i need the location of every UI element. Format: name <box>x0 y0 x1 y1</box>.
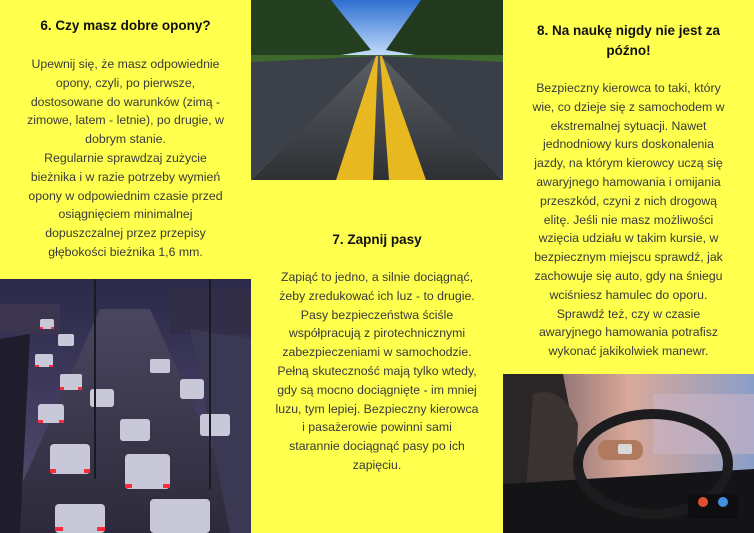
section-7-heading: 7. Zapnij pasy <box>332 232 422 247</box>
section-7-body: Zapiąć to jedno, a silnie dociągnąć, żeby zredukować ich luz - to drugie. Pasy bezpieczeństwa ściśle współpracują z pirotechnicznymi zabezpieczeniami w samochodzie. Pełną skuteczność mają tylko wtedy, gdy są mocno dociągnięte - im mniej luzu, tym lepiej. Bezpieczny kierowca i pasażerowie powinni sami starannie dociągnąć pasy po ich zapięciu. <box>275 270 479 472</box>
section-8-body: Bezpieczny kierowca to taki, który wie, co dzieje się z samochodem w ekstremalnej sytuacji. Nawet jednodniowy kurs doskonalenia jazdy, na którym kierowcy uczą się awaryjnego hamowania i omijania przeszkód, czyni z nich drogową elitę. Jeśli nie masz możliwości wzięcia udziału w takim kursie, w bezpiecznym miejscu sprawdź, jak zachowuje się auto, gdy na śniegu wciśniesz hamulec do oporu. Sprawdź też, czy w czasie awaryjnego hamowania potrafisz wykonać jakikolwiek manewr. <box>532 81 725 359</box>
traffic-jam-photo <box>0 279 251 533</box>
panel-tires <box>0 0 251 533</box>
road-photo <box>251 0 503 180</box>
section-8-heading: 8. Na naukę nigdy nie jest za późno! <box>536 23 721 58</box>
driver-steering-wheel-photo <box>503 374 754 533</box>
section-6-heading: 6. Czy masz dobre opony? <box>40 18 211 33</box>
panel-training <box>503 0 754 533</box>
panel-seatbelts <box>251 0 503 533</box>
section-6-body: Upewnij się, że masz odpowiednie opony, czyli, po pierwsze, dostosowane do warunków (zimą - zimowe, latem - letnie), po drugie, w dobrym stanie. Regularnie sprawdzaj zużycie bieżnika i w razie potrzeby wymień opony w odpowiednim czasie przed osiągnięciem minimalnej dopuszczalnej przez przepisy głębokości bieżnika 1,6 mm. <box>27 57 224 259</box>
